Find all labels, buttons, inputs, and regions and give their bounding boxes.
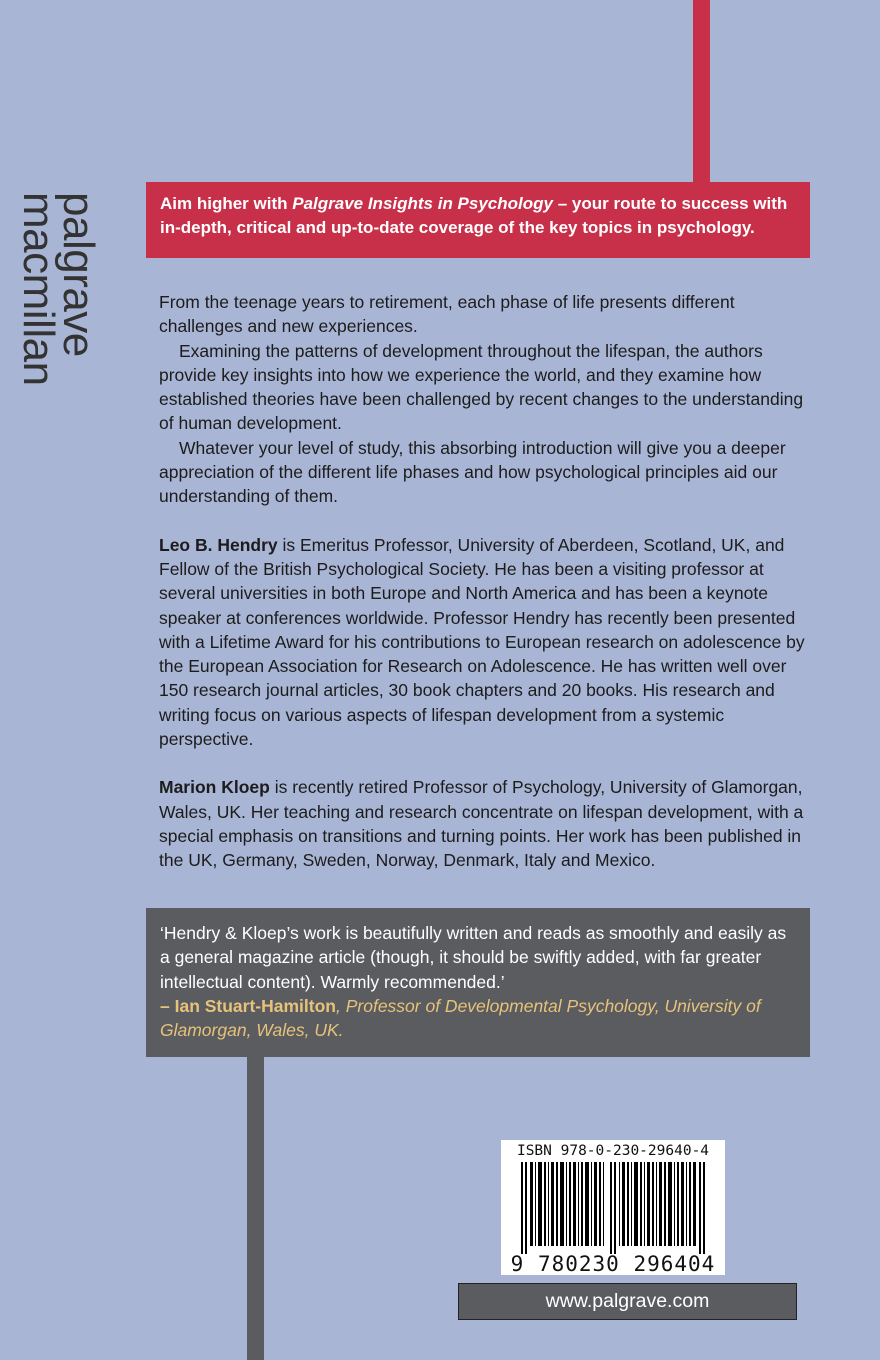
barcode-digits: 9 780230 296404 — [510, 1252, 716, 1276]
author-bio-kloep — [159, 775, 809, 872]
author-bio-text: is recently retired Professor of Psychology, University of Glamorgan, Wales, UK. Her teaching and research concentrate on lifespan development, with a special emphasis on transitions and turning points. Her work has been published in the UK, Germany, Sweden, Norway, Denmark, Italy and Mexico. — [159, 777, 804, 871]
logo-word-palgrave: palgrave — [54, 192, 103, 357]
logo-word-macmillan: macmillan — [14, 192, 64, 386]
isbn-barcode — [501, 1140, 725, 1275]
review-quote-box — [146, 908, 810, 1057]
description-paragraph-1: From the teenage years to retirement, each phase of life presents different challenges and new experiences. — [159, 292, 735, 337]
publisher-website[interactable]: www.palgrave.com — [458, 1283, 797, 1320]
reviewer-role: , Professor of Developmental Psychology, University of Glamorgan, Wales, UK. — [160, 995, 761, 1041]
banner-text-pre: Aim higher with — [160, 194, 293, 213]
author-name: Marion Kloep — [159, 777, 270, 798]
author-name: Leo B. Hendry — [159, 534, 278, 555]
isbn-label: ISBN 978-0-230-29640-4 — [516, 1143, 710, 1159]
description-paragraph-3: Whatever your level of study, this absorbing introduction will give you a deeper appreciation of the different life phases and how psychological principles aid our understanding of them. — [159, 437, 786, 507]
blurb — [159, 290, 809, 873]
author-bio-text: is Emeritus Professor, University of Aberdeen, Scotland, UK, and Fellow of the British Psychological Society. He has been a visiting professor at several universities in both Europe and North America and has been a keynote speaker at conferences worldwide. Professor Hendry has recently been presented with a Lifetime Award for his contributions to European research on adolescence by the European Association for Research on Adolescence. He has written well over 150 research journal articles, 30 book chapters and 20 books. His research and writing focus on various aspects of lifespan development from a systemic perspective. — [159, 534, 805, 750]
red-accent-line — [693, 0, 710, 182]
author-bio-hendry — [159, 533, 809, 752]
grey-accent-line — [247, 1057, 264, 1360]
banner-series-name: Palgrave Insights in Psychology — [292, 194, 553, 213]
review-quote: ‘Hendry & Kloep’s work is beautifully written and reads as smoothly and easily as a general magazine article (though, it should be swiftly added, with far greater intellectual content). Warmly recommended.’ — [160, 923, 787, 992]
banner-text-post: – your route to success with in-depth, critical and up-to-date coverage of the key topics in psychology. — [160, 194, 788, 237]
series-banner — [146, 182, 810, 258]
barcode-bars — [519, 1162, 709, 1254]
review-source — [160, 994, 796, 1043]
reviewer-name: – Ian Stuart-Hamilton — [160, 995, 336, 1016]
description-paragraph-2: Examining the patterns of development throughout the lifespan, the authors provide key insights into how we experience the world, and they examine how established theories have been challenged by recent changes to the understanding of human development. — [159, 340, 804, 434]
publisher-logo — [14, 192, 103, 392]
